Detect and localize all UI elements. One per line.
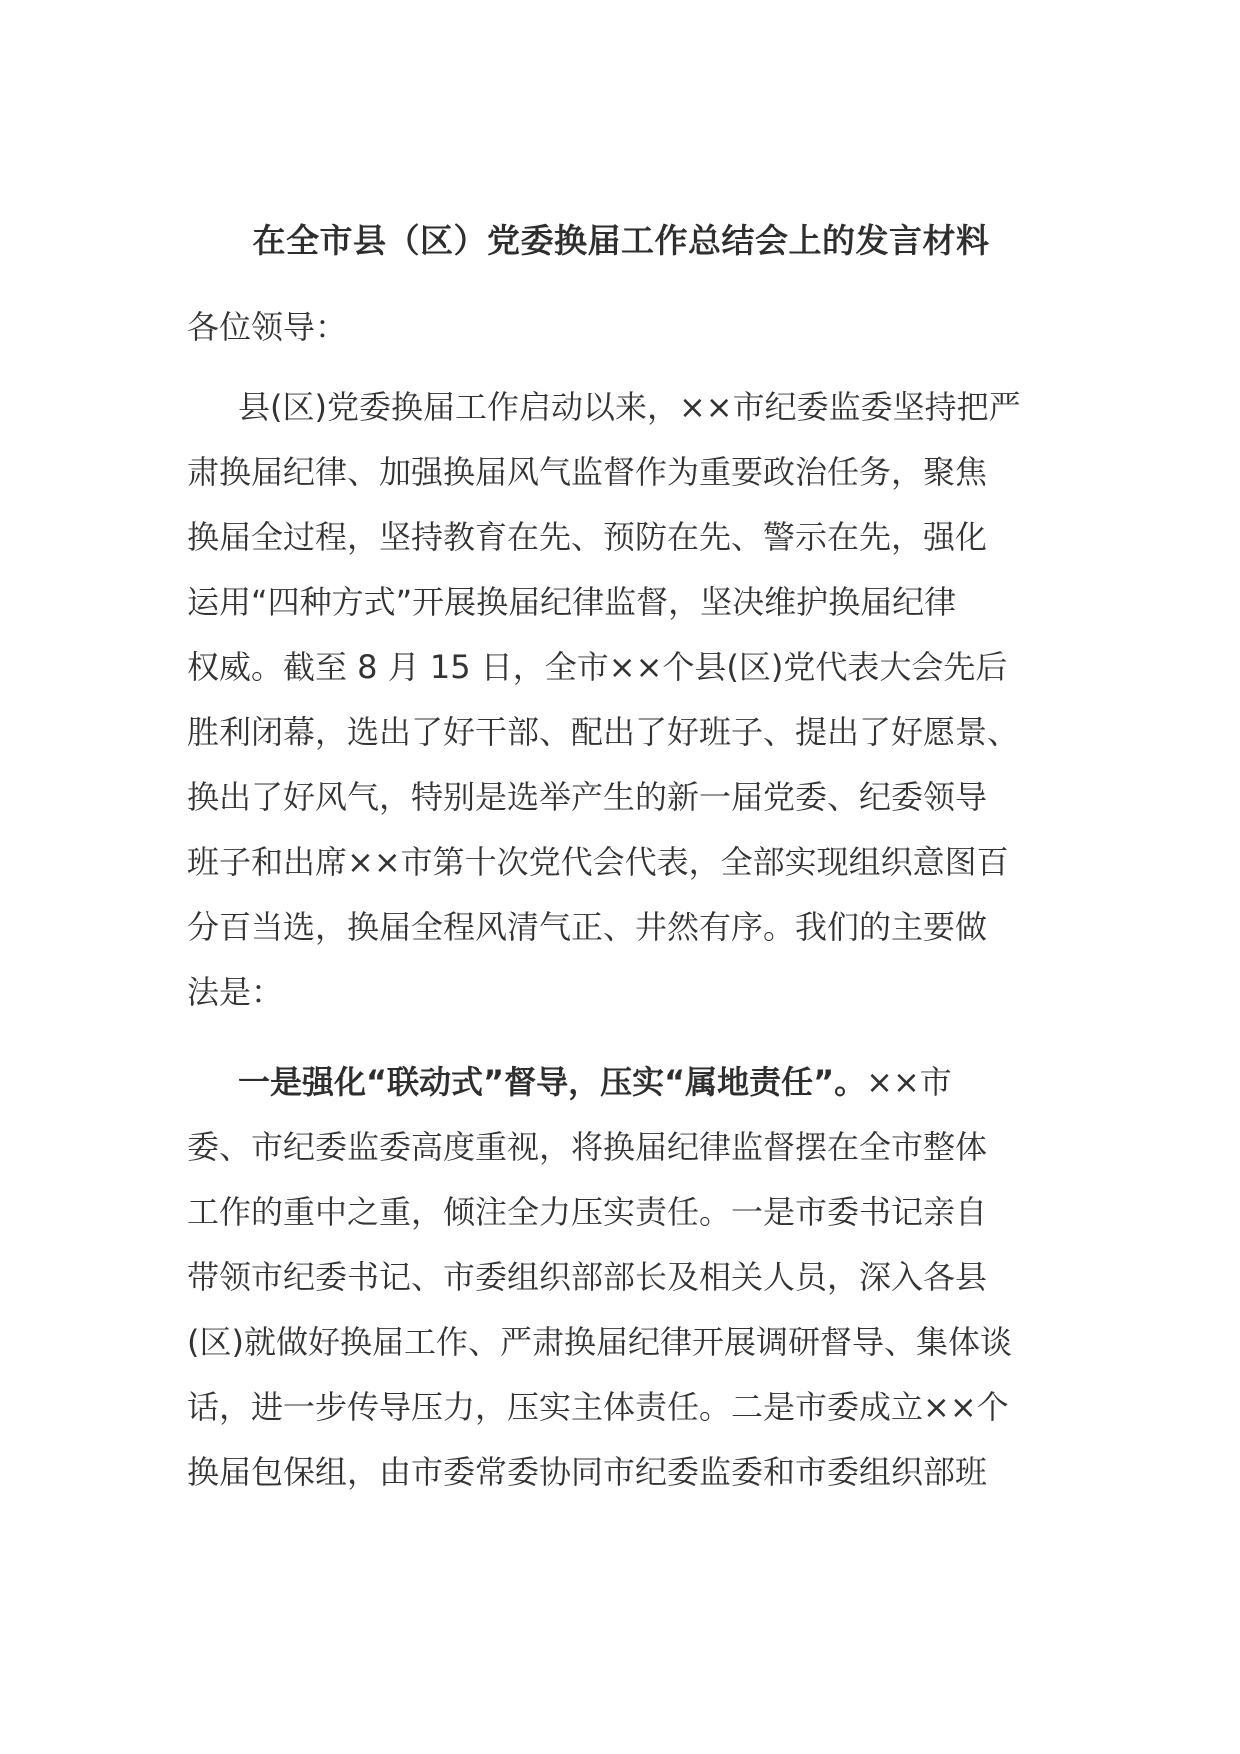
salutation: 各位领导：: [187, 308, 348, 346]
paragraph-line: 换出了好风气，特别是选举产生的新一届党委、纪委领导: [187, 778, 988, 816]
paragraph-line: 换届包保组，由市委常委协同市纪委监委和市委组织部班: [187, 1453, 988, 1491]
paragraph-line: 县(区)党委换届工作启动以来，××市纪委监委坚持把严: [238, 388, 1021, 426]
paragraph-line: [187, 1060, 1053, 1125]
paragraph-line: 委、市纪委监委高度重视，将换届纪律监督摆在全市整体: [187, 1128, 988, 1166]
paragraph-heading: 一是强化“联动式”督导，压实“属地责任”。: [238, 1063, 867, 1101]
paragraph-line: 运用“四种方式”开展换届纪律监督，坚决维护换届纪律: [187, 583, 957, 621]
paragraph-line: 法是：: [187, 973, 284, 1011]
paragraph-line: 胜利闭幕，选出了好干部、配出了好班子、提出了好愿景、: [187, 713, 1020, 751]
paragraph-line: (区)就做好换届工作、严肃换届纪律开展调研督导、集体谈: [187, 1323, 1012, 1361]
document-title: 在全市县（区）党委换届工作总结会上的发言材料: [252, 221, 990, 260]
paragraph-line: 肃换届纪律、加强换届风气监督作为重要政治任务，聚焦: [187, 453, 988, 491]
paragraph-2: [187, 1060, 1053, 1515]
paragraph-line: 分百当选，换届全程风清气正、井然有序。我们的主要做: [187, 908, 988, 946]
paragraph-line: 班子和出席××市第十次党代会代表，全部实现组织意图百: [187, 843, 1009, 881]
paragraph-line: 工作的重中之重，倾注全力压实责任。一是市委书记亲自: [187, 1193, 988, 1231]
paragraph-line: 带领市纪委书记、市委组织部部长及相关人员，深入各县: [187, 1258, 988, 1296]
paragraph-line: 换届全过程，坚持教育在先、预防在先、警示在先，强化: [187, 518, 988, 556]
paragraph-line: 话，进一步传导压力，压实主体责任。二是市委成立××个: [187, 1388, 1009, 1426]
paragraph-line: 权威。截至 8 月 15 日，全市××个县(区)党代表大会先后: [187, 648, 1008, 686]
paragraph-1: [187, 385, 1053, 1035]
paragraph-line-rest: ××市: [866, 1063, 952, 1101]
